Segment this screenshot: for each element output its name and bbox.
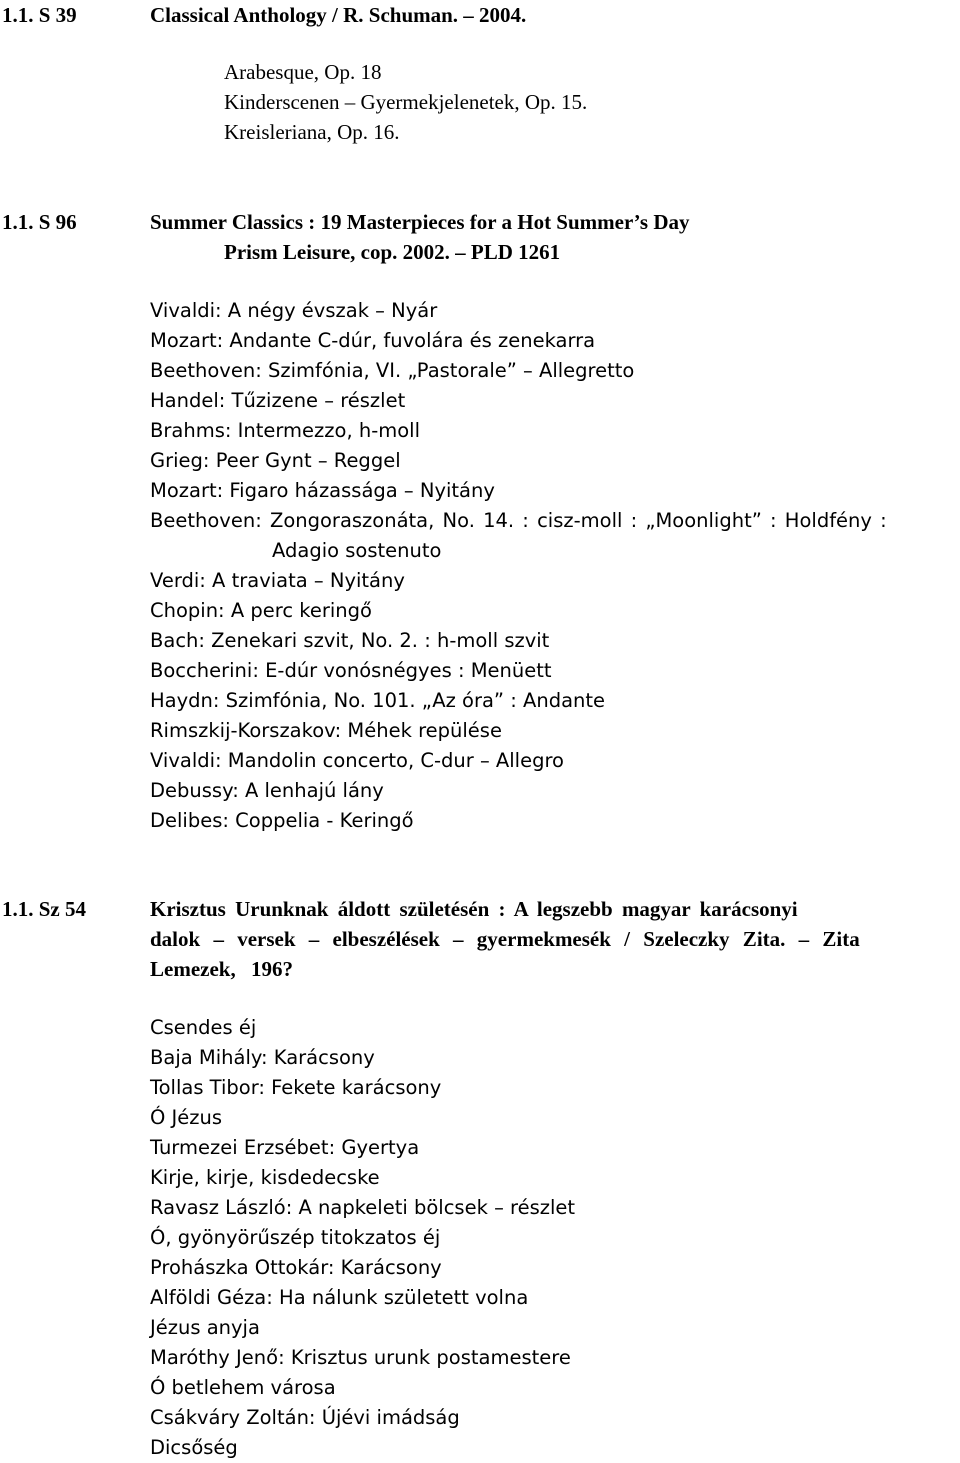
heading-line: Classical Anthology / R. Schuman. – 2004. [150,3,527,27]
track-item: Grieg: Peer Gynt – Reggel [150,449,401,472]
shelf-code: 1.1. Sz 54 [2,897,86,921]
track-list [224,57,960,147]
heading-line: Lemezek, 196? [150,957,293,981]
track-item: Turmezei Erzsébet: Gyertya [150,1136,420,1159]
track-item: Tollas Tibor: Fekete karácsony [150,1076,442,1099]
track-item: Delibes: Coppelia - Keringő [150,809,414,832]
track-item: Boccherini: E-dúr vonósnégyes : Menüett [150,659,552,682]
track-item: Ó, gyönyörűszép titokzatos éj [150,1226,441,1249]
track-item: Beethoven: Szimfónia, VI. „Pastorale” – Allegretto [150,359,635,382]
track-item: Mozart: Figaro házassága – Nyitány [150,479,495,502]
track-item: Alföldi Géza: Ha nálunk született volna [150,1286,529,1309]
heading-line: Krisztus Urunknak áldott születésén : A legszebb magyar karácsonyi [150,897,798,921]
track-item: Ó Jézus [150,1106,223,1129]
track-item: Haydn: Szimfónia, No. 101. „Az óra” : Andante [150,689,606,712]
track-item: Debussy: A lenhajú lány [150,779,384,802]
track-item: Verdi: A traviata – Nyitány [150,569,405,592]
heading-line: Prism Leisure, cop. 2002. – PLD 1261 [224,240,561,264]
track-item: Kirje, kirje, kisdedecske [150,1166,380,1189]
track-item-continuation: Adagio sostenuto [272,539,442,562]
track-item: Vivaldi: A négy évszak – Nyár [150,299,438,322]
track-item: Ó betlehem városa [150,1376,336,1399]
track-item: Bach: Zenekari szvit, No. 2. : h-moll szvit [150,629,550,652]
entry-heading [150,207,956,267]
track-item: Jézus anyja [150,1316,260,1339]
track-item: Ravasz László: A napkeleti bölcsek – részlet [150,1196,576,1219]
track-list [150,296,956,836]
heading-line: Summer Classics : 19 Masterpieces for a Hot Summer’s Day [150,210,690,234]
track-item: Vivaldi: Mandolin concerto, C-dur – Allegro [150,749,564,772]
shelf-code: 1.1. S 39 [2,3,77,27]
track-item: Csendes éj [150,1016,257,1039]
heading-line: dalok – versek – elbeszélések – gyermekmesék / Szeleczky Zita. – Zita [150,927,860,951]
entry-heading [150,0,956,30]
track-item: Chopin: A perc keringő [150,599,372,622]
track-item: Csákváry Zoltán: Újévi imádság [150,1406,460,1429]
shelf-code: 1.1. S 96 [2,210,77,234]
track-item: Handel: Tűzizene – részlet [150,389,406,412]
track-item: Beethoven: Zongoraszonáta, No. 14. : cisz-moll : „Moonlight” : Holdfény : [150,509,887,532]
entry-heading [150,894,956,984]
track-item: Brahms: Intermezzo, h-moll [150,419,421,442]
track-item: Dicsőség [150,1436,238,1459]
track-item: Kreisleriana, Op. 16. [224,120,400,144]
track-item: Baja Mihály: Karácsony [150,1046,375,1069]
track-item: Prohászka Ottokár: Karácsony [150,1256,442,1279]
track-item: Rimszkij-Korszakov: Méhek repülése [150,719,502,742]
track-item: Arabesque, Op. 18 [224,60,382,84]
track-item: Mozart: Andante C-dúr, fuvolára és zenekarra [150,329,596,352]
track-item: Kinderscenen – Gyermekjelenetek, Op. 15. [224,90,588,114]
track-item: Maróthy Jenő: Krisztus urunk postamestere [150,1346,571,1369]
track-list [150,1013,956,1463]
